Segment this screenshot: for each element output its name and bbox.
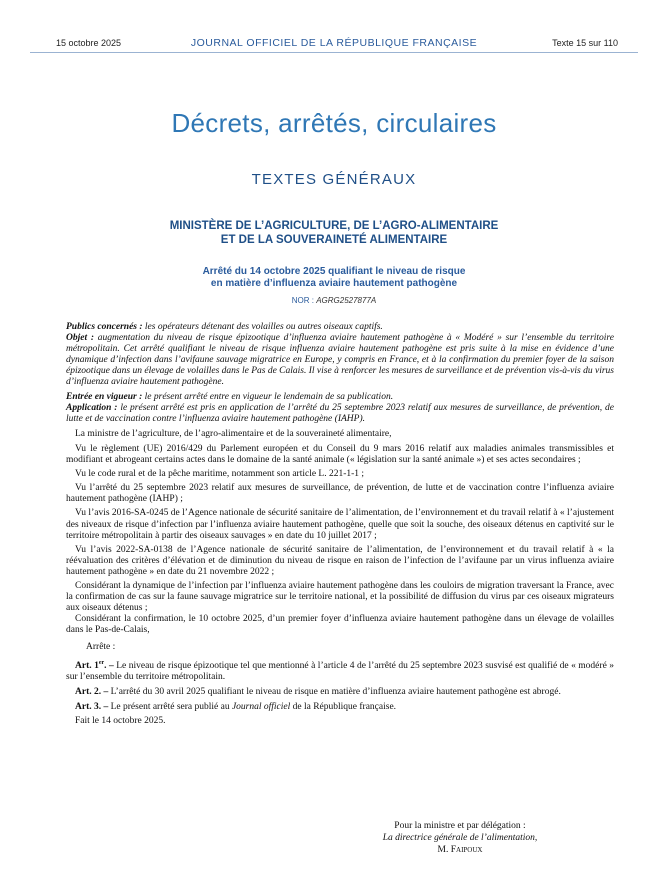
article-2-label-main: Art. 2. [75, 686, 102, 697]
signature-name: M. Faipoux [437, 845, 483, 855]
arrete-label: Arrête : [86, 642, 116, 653]
article-3 [66, 702, 614, 713]
visa-4: Vu l’avis 2016-SA-0245 de l’Agence nationale de sécurité sanitaire de l’alimentation, de l’environnement et du travail relatif à « l’ajustement des niveaux de risque d’infection par l’influenza aviaire hautement pathogène, quelle que soit la souche, des oiseaux détenus en captivité sur le territoire métropolitain à partir des oiseaux sauvages » en date du 10 juillet 2017 ; [66, 508, 614, 541]
arrete-title-line-2: en matière d’influenza aviaire hautement pathogène [210, 278, 458, 289]
visa-5: Vu l’avis 2022-SA-0138 de l’Agence nationale de sécurité sanitaire de l’alimentation, de l’environnement et du travail relatif à « la réévaluation des critères d’élévation et de diminution du niveau de risque en raison de l’infection de l’avifaune par un virus influenza aviaire hautement pathogène » en date du 21 novembre 2022 ; [66, 544, 614, 577]
ministry-line-1: MINISTÈRE DE L’AGRICULTURE, DE L’AGRO-ALIMENTAIRE [169, 220, 499, 232]
nor-code: AGRG2527877A [316, 296, 377, 305]
article-1-label [75, 661, 114, 671]
considerant-1: Considérant la dynamique de l’infection par l’influenza aviaire hautement pathogène dans les couloirs de migration traversant la France, avec la confirmation de cas sur la faune sauvage migratrice sur le territoire national, et la possibilité de diffusion du virus par ces oiseaux migrateurs aux oiseaux détenus ; [66, 580, 614, 614]
fait-le: Fait le 14 octobre 2025. [75, 716, 166, 727]
notice-objet [66, 333, 614, 388]
header-date: 15 octobre 2025 [56, 38, 122, 48]
body-intro: La ministre de l’agriculture, de l’agro-alimentaire et de la souveraineté alimentaire, [75, 428, 392, 439]
article-2-text: L’arrêté du 30 avril 2025 qualifiant le niveau de risque en matière d’influenza aviaire hautement pathogène est abrogé. [110, 686, 561, 697]
notice-publics-text: les opérateurs détenant des volailles ou autres oiseaux captifs. [144, 322, 383, 332]
article-3-label: Art. 3. – [75, 701, 109, 712]
notice-application [66, 403, 614, 425]
signature-block [260, 820, 660, 856]
visa-3: Vu l’arrêté du 25 septembre 2023 relatif aux mesures de surveillance, de prévention, de lutte et de vaccination contre l’influenza aviaire hautement pathogène (IAHP) ; [66, 483, 614, 505]
article-1-label-sup: er [98, 659, 105, 666]
signature-role: La directrice générale de l’alimentation, [382, 833, 538, 843]
notice-objet-label: Objet : [66, 333, 94, 344]
article-1-label-main: Art. 1 [75, 660, 99, 671]
visa-1: Vu le règlement (UE) 2016/429 du Parlement européen et du Conseil du 9 mars 2016 relatif aux maladies animales transmissibles et modifiant et abrogeant certains actes dans le domaine de la santé animale (« législation sur la santé animale ») et ses actes secondaires ; [66, 443, 614, 466]
sub-title: TEXTES GÉNÉRAUX [251, 171, 417, 188]
considerant-2: Considérant la confirmation, le 10 octobre 2025, d’un premier foyer d’influenza aviaire hautement pathogène dans un élevage de volailles dans le Pas-de-Calais, [66, 614, 614, 636]
document-body [66, 322, 614, 727]
arrete-title-line-1: Arrêté du 14 octobre 2025 qualifiant le niveau de risque [202, 266, 466, 277]
notice-publics [66, 322, 614, 333]
arrete-title [0, 266, 668, 290]
notice-objet-text: augmentation du niveau de risque épizootique d’influenza aviaire hautement pathogène à « Modéré » sur l’ensemble du territoire métropolitain. Cet arrêté qualifiant le niveau de risque influenza aviaire hautement pathogène est pris suite à la mise en évidence d’une dynamique d’infection dans l’avifaune sauvage migratrice en Europe, y compris en France, et à la confirmation du premier foyer de la saison épizootique dans un élevage de volailles dans le Pas de Calais. Il vise à renforcer les mesures de surveillance et de prévention vis-à-vis du virus d’influenza aviaire hautement pathogène. [66, 333, 614, 388]
article-3-text-before: Le présent arrêté sera publié au [110, 701, 230, 712]
article-2-label-end: – [101, 686, 109, 697]
article-2 [66, 687, 614, 698]
article-2-label [75, 687, 108, 697]
nor-label: NOR : [291, 296, 314, 305]
signature-delegation: Pour la ministre et par délégation : [394, 821, 526, 831]
ministry-line-2: ET DE LA SOUVERAINETÉ ALIMENTAIRE [220, 234, 448, 246]
article-1-label-end: . – [104, 660, 114, 671]
article-1 [66, 658, 614, 683]
notice-entree-text: le présent arrêté entre en vigueur le lendemain de sa publication. [144, 391, 394, 402]
header-rule [30, 52, 638, 53]
header-journal-title: JOURNAL OFFICIEL DE LA RÉPUBLIQUE FRANÇAISE [190, 37, 478, 49]
article-3-text-after: de la République française. [292, 701, 397, 712]
article-1-text: Le niveau de risque épizootique tel que mentionné à l’article 4 de l’arrêté du 25 septembre 2023 susvisé est qualifié de « modéré » sur l’ensemble du territoire métropolitain. [66, 660, 614, 682]
section-title: Décrets, arrêtés, circulaires [171, 108, 497, 138]
notice-application-text: le présent arrêté est pris en application de l’arrêté du 25 septembre 2023 relatif aux mesures de surveillance, de prévention, de lutte et de vaccination contre l’influenza aviaire hautement pathogène (IAHP). [66, 402, 615, 424]
notice-publics-label: Publics concernés : [66, 322, 143, 332]
ministry-heading [0, 219, 668, 247]
header-page-number: Texte 15 sur 110 [552, 38, 618, 48]
article-3-journal-officiel: Journal officiel [231, 701, 291, 712]
notice-entree-label: Entrée en vigueur : [66, 391, 143, 402]
notice-application-label: Application : [66, 402, 118, 413]
notice-entree [66, 392, 614, 403]
visa-2: Vu le code rural et de la pêche maritime, notamment son article L. 221-1-1 ; [75, 469, 365, 480]
nor-reference [0, 296, 668, 305]
